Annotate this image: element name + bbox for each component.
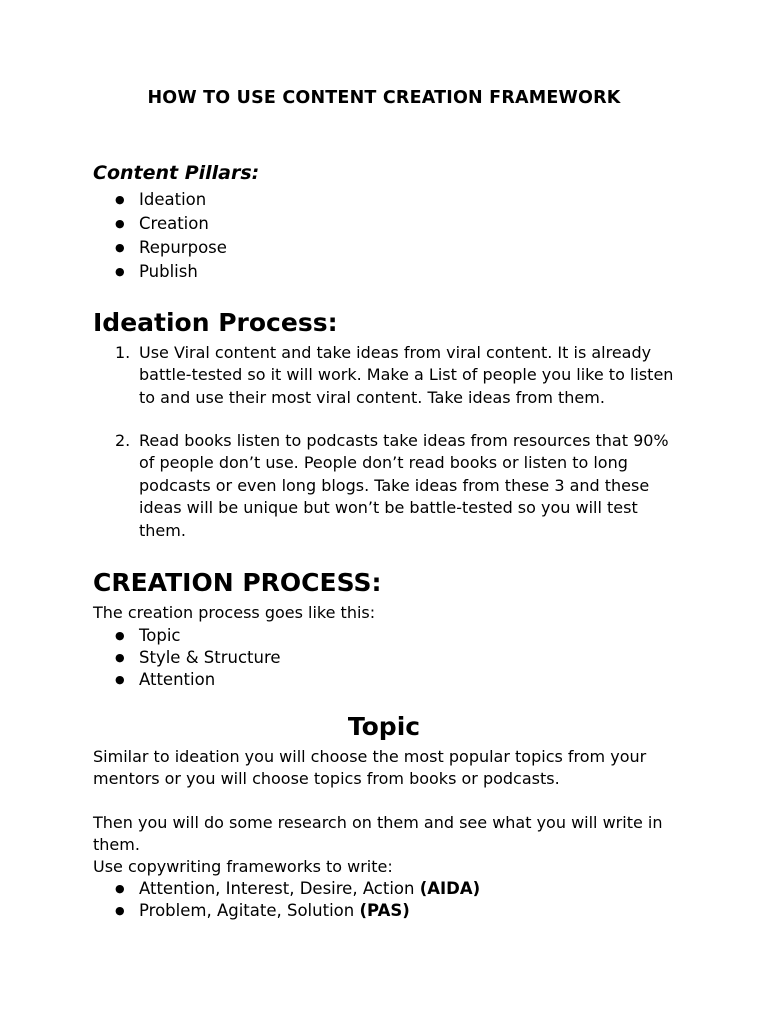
list-item [93,342,683,409]
list-item [93,878,480,900]
list-item: ● Topic [93,625,281,647]
list-number: 2. [115,431,131,450]
ideation-item-2 [93,430,683,542]
framework-name: Attention, Interest, Desire, Action [139,879,420,898]
topic-paragraph: Similar to ideation you will choose the most popular topics from your mentors or you will choose topics from books or podcasts. [93,747,647,789]
list-item [93,900,480,922]
framework-name: Problem, Agitate, Solution [139,901,360,920]
topic-paragraph: Then you will do some research on them and see what you will write in them. [93,813,663,855]
list-item: ● Ideation [93,188,227,212]
framework-abbreviation: (AIDA) [419,879,481,898]
ideation-item-1 [93,342,683,409]
list-item-text: Read books listen to podcasts take ideas from resources that 90% of people don’t use. People don’t read books or listen to long podcasts or even long blogs. Take ideas from these 3 and these ideas will be unique but won’t be battle-tested so you will test them. [139,431,669,540]
list-item: ● Creation [93,212,227,236]
list-item: ● Repurpose [93,236,227,260]
list-item-text: Use Viral content and take ideas from viral content. It is already battle-tested so it will work. Make a List of people you like to listen to and use their most viral content. Take ideas from them. [139,343,674,407]
content-pillars-list [93,188,227,284]
list-item [93,430,683,542]
frameworks-list [93,878,480,922]
creation-process-intro: The creation process goes like this: [93,603,376,622]
frameworks-intro: Use copywriting frameworks to write: [93,857,393,876]
list-item: ● Attention [93,669,281,691]
content-pillars-heading: Content Pillars: [93,162,260,184]
list-item: ● Style & Structure [93,647,281,669]
creation-process-heading: CREATION PROCESS: [93,568,382,597]
ideation-process-heading: Ideation Process: [93,308,338,337]
topic-heading: Topic [347,712,421,741]
document-title: HOW TO USE CONTENT CREATION FRAMEWORK [147,88,621,108]
creation-process-list [93,625,281,691]
framework-abbreviation: (PAS) [359,901,410,920]
list-item: ● Publish [93,260,227,284]
list-number: 1. [115,343,131,362]
